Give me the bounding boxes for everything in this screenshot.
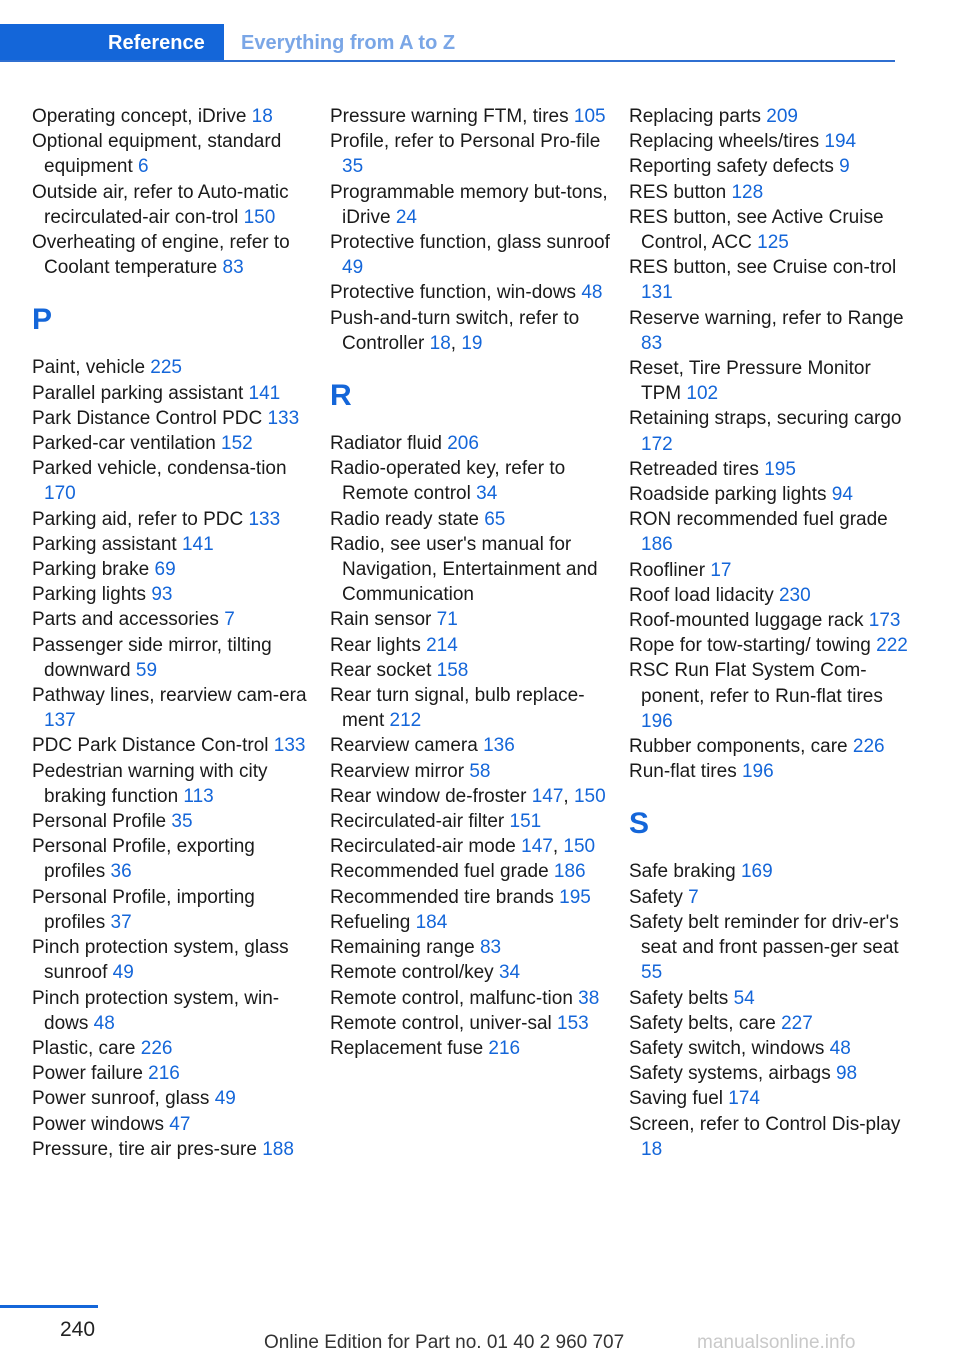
index-entry: [32, 1036, 312, 1061]
index-entry: [32, 431, 312, 456]
page-link[interactable]: 98: [835, 1063, 858, 1085]
index-term: Rear socket: [330, 659, 437, 681]
index-term: Parking aid, refer to PDC: [32, 508, 249, 530]
index-term: Roadside parking lights: [629, 484, 832, 506]
index-term: Rear lights: [330, 634, 427, 656]
chapter-tab[interactable]: Everything from A to Z: [241, 32, 456, 54]
page-link[interactable]: 128: [731, 181, 764, 203]
page-link[interactable]: 172: [641, 433, 673, 455]
index-entry: [629, 859, 909, 884]
page-link[interactable]: 147: [521, 836, 553, 858]
index-term: Rope for tow-starting/ towing: [629, 635, 877, 657]
index-entry: [629, 255, 909, 305]
index-entry: [629, 1112, 909, 1162]
index-entry: [32, 834, 312, 884]
index-term: Protective function, win-dows: [330, 282, 582, 304]
index-entry: [32, 733, 312, 758]
index-term: Park Distance Control PDC: [32, 407, 268, 429]
index-entry: [629, 986, 909, 1011]
index-term: Power windows: [32, 1113, 170, 1135]
page-link[interactable]: 105: [573, 106, 606, 127]
page-link[interactable]: 83: [479, 937, 502, 959]
page-link[interactable]: 83: [641, 332, 663, 354]
index-term: Remote control/key: [330, 962, 499, 984]
page-link[interactable]: 174: [728, 1088, 760, 1110]
index-term: Radiator fluid: [330, 433, 448, 455]
page-link[interactable]: 19: [461, 332, 483, 354]
index-term: Pinch protection system, glass sunroof: [32, 937, 289, 984]
footer: [0, 1332, 960, 1362]
page-link[interactable]: 153: [557, 1012, 589, 1034]
page-link[interactable]: 133: [267, 407, 300, 429]
page-link[interactable]: 37: [110, 911, 132, 933]
index-entry: [330, 733, 610, 758]
page-link[interactable]: 17: [710, 559, 732, 581]
page-number: 240: [60, 1318, 96, 1341]
page-link[interactable]: 137: [44, 710, 76, 732]
index-term: Safety belts, care: [629, 1012, 782, 1034]
page-link[interactable]: 147: [531, 785, 564, 807]
index-entry: [330, 180, 610, 230]
index-entry: [330, 986, 610, 1011]
index-term: Radio ready state: [330, 508, 485, 530]
index-entry: [32, 607, 312, 632]
index-entry: [629, 910, 909, 986]
page-link[interactable]: 71: [436, 609, 458, 631]
index-entry: [629, 734, 909, 759]
index-entry: [330, 759, 610, 784]
page-link[interactable]: 133: [273, 735, 306, 757]
index-term: Refueling: [330, 911, 416, 933]
index-entry: [32, 1137, 312, 1162]
page-link[interactable]: 227: [781, 1012, 813, 1034]
index-entry: [330, 607, 610, 632]
page-link[interactable]: 48: [93, 1012, 115, 1034]
index-term: Replacing parts: [629, 106, 767, 127]
index-term: Parked-car ventilation: [32, 433, 222, 455]
page-link[interactable]: 59: [135, 659, 158, 681]
index-entry: [32, 986, 312, 1036]
index-letter-heading: P: [32, 303, 53, 337]
index-term: Rear window de-froster: [330, 785, 532, 807]
index-term: Passenger side mirror, tilting downward: [32, 634, 272, 681]
index-entry: [629, 558, 909, 583]
index-term: Power failure: [32, 1063, 149, 1085]
page-link[interactable]: 131: [641, 282, 673, 304]
index-term: Overheating of engine, refer to Coolant temperature: [32, 232, 290, 279]
index-term: Pressure warning FTM, tires: [330, 106, 574, 127]
index-entry: [629, 205, 909, 255]
index-entry: [32, 381, 312, 406]
index-term: Rearview camera: [330, 735, 484, 757]
page-link[interactable]: 150: [243, 206, 276, 228]
index-entry: [629, 583, 909, 608]
index-term: Rubber components, care: [629, 736, 853, 758]
index-entry: [330, 809, 610, 834]
index-entry: [32, 355, 312, 380]
page-link[interactable]: 49: [342, 257, 364, 279]
index-entry: [32, 104, 312, 129]
index-term: Pedestrian warning with city braking function: [32, 760, 268, 807]
index-entry: [330, 456, 610, 506]
header-rule: [0, 60, 895, 62]
page-link[interactable]: 34: [498, 962, 521, 984]
watermark: manualsonline.info: [697, 1332, 856, 1353]
index-entry: [32, 633, 312, 683]
index-term: Recirculated-air filter: [330, 811, 510, 833]
page-link[interactable]: 18: [251, 106, 273, 127]
index-entry: [330, 960, 610, 985]
index-term: Retaining straps, securing cargo: [629, 408, 902, 430]
page-link[interactable]: 196: [641, 710, 673, 732]
index-term: PDC Park Distance Con-trol: [32, 735, 274, 757]
page-link[interactable]: 65: [484, 508, 506, 530]
index-term: Safety belts: [629, 987, 734, 1009]
section-tab[interactable]: Reference: [0, 24, 224, 62]
index-entry: [330, 507, 610, 532]
index-entry: [32, 180, 312, 230]
page-link[interactable]: 133: [248, 508, 281, 530]
index-term: Rear turn signal, bulb replace-ment: [330, 685, 585, 732]
page-link[interactable]: 34: [476, 483, 498, 505]
index-entry: [330, 280, 610, 305]
page-link[interactable]: 186: [641, 534, 673, 556]
index-entry: [629, 633, 909, 658]
index-term: Optional equipment, standard equipment: [32, 131, 282, 178]
index-entry: [629, 154, 909, 179]
index-term: RES button, see Active Cruise Control, ACC: [629, 206, 884, 254]
index-term: Personal Profile: [32, 811, 172, 833]
page-number-rule: [0, 1305, 98, 1308]
index-entry: [330, 1011, 610, 1036]
index-term: Programmable memory but-tons, iDrive: [330, 181, 608, 228]
index-term: RON recommended fuel grade: [629, 509, 888, 531]
index-term: Screen, refer to Control Dis-play: [629, 1113, 901, 1135]
index-term: Retreaded tires: [629, 458, 765, 480]
index-entry: [32, 759, 312, 809]
index-entry: [629, 482, 909, 507]
page-link[interactable]: 18: [641, 1138, 663, 1160]
page-link[interactable]: 55: [641, 962, 663, 984]
index-entry: [330, 633, 610, 658]
index-entry: [32, 406, 312, 431]
index-term: Personal Profile, exporting profiles: [32, 836, 255, 883]
index-term: Remote control, malfunc-tion: [330, 987, 579, 1009]
page-link[interactable]: 230: [778, 584, 811, 606]
index-entry: [629, 759, 909, 784]
index-entry: [32, 557, 312, 582]
page-link[interactable]: 18: [429, 332, 451, 354]
index-entry: [330, 885, 610, 910]
index-term: Replacement fuse: [330, 1037, 489, 1059]
index-column-1: [32, 104, 312, 1162]
page-link[interactable]: 216: [488, 1037, 521, 1059]
page-link[interactable]: 214: [426, 634, 458, 656]
index-entry: [32, 1061, 312, 1086]
index-term: Parking brake: [32, 559, 155, 581]
index-term: Roof load lidacity: [629, 584, 779, 606]
index-term: Personal Profile, importing profiles: [32, 886, 255, 933]
index-term: Replacing wheels/tires: [629, 131, 825, 153]
index-term: Reset, Tire Pressure Monitor TPM: [629, 358, 871, 405]
page-link[interactable]: 7: [688, 886, 699, 908]
page-link[interactable]: 48: [829, 1037, 851, 1059]
index-entry: Rear window de-froster 147, 150: [330, 785, 606, 807]
index-term: Safety belt reminder for driv-er's seat and front passen-ger seat: [629, 911, 899, 959]
index-entry: [32, 885, 312, 935]
index-term: Recommended fuel grade: [330, 861, 554, 883]
page-link[interactable]: 38: [578, 987, 600, 1009]
page-link[interactable]: 152: [221, 433, 253, 455]
page-link[interactable]: 49: [214, 1088, 236, 1110]
index-entry: [32, 507, 312, 532]
index-term: Pressure, tire air pres-sure: [32, 1138, 263, 1160]
index-term: Parts and accessories: [32, 609, 225, 631]
index-entry: [32, 935, 312, 985]
index-term: Rain sensor: [330, 609, 437, 631]
page-link[interactable]: 212: [389, 710, 422, 732]
page-link[interactable]: 196: [741, 761, 774, 783]
index-entry: [330, 104, 610, 129]
page-link[interactable]: 24: [395, 206, 417, 228]
page-link[interactable]: 94: [831, 484, 853, 506]
index-entry: [629, 507, 909, 557]
index-term: Parked vehicle, condensa-tion: [32, 458, 287, 480]
index-entry: [629, 885, 909, 910]
page-link[interactable]: 136: [483, 735, 515, 757]
footer-edition: Online Edition for Part no. 01 40 2 960 707: [264, 1332, 625, 1353]
index-entry: [32, 582, 312, 607]
index-entry: [32, 532, 312, 557]
page-link[interactable]: 170: [44, 483, 76, 505]
index-entry: [330, 910, 610, 935]
page-link[interactable]: 141: [181, 533, 214, 555]
page-link[interactable]: 195: [764, 458, 796, 480]
index-term: Plastic, care: [32, 1037, 141, 1059]
index-term: Parking lights: [32, 584, 152, 606]
page-link[interactable]: 195: [559, 886, 591, 908]
page-link[interactable]: 36: [110, 861, 132, 883]
page-link[interactable]: 169: [740, 861, 773, 883]
page-link[interactable]: 6: [138, 156, 149, 178]
index-term: Outside air, refer to Auto-matic recirculated-air con-trol: [32, 181, 289, 228]
index-entry: [629, 129, 909, 154]
page-link[interactable]: 173: [868, 610, 901, 632]
page-link[interactable]: 69: [154, 559, 176, 581]
page-link[interactable]: 222: [876, 635, 908, 657]
index-entry: [629, 356, 909, 406]
page-link[interactable]: 194: [824, 131, 857, 153]
index-term: Radio-operated key, refer to Remote control: [330, 458, 566, 505]
index-term: Roof-mounted luggage rack: [629, 610, 869, 632]
page-link[interactable]: 209: [766, 106, 798, 127]
index-term: Safe braking: [629, 861, 741, 883]
page-link[interactable]: 58: [469, 760, 491, 782]
index-term: Saving fuel: [629, 1088, 729, 1110]
index-term: Reporting safety defects: [629, 156, 840, 178]
index-term: RES button, see Cruise con-trol: [629, 257, 897, 279]
index-entry: [629, 1086, 909, 1111]
page-link[interactable]: 7: [224, 609, 235, 631]
index-entry: [629, 1061, 909, 1086]
index-entry: [629, 608, 909, 633]
index-term: Power sunroof, glass: [32, 1088, 215, 1110]
index-entry: [629, 104, 909, 129]
index-term: Paint, vehicle: [32, 357, 151, 379]
index-entry: [629, 457, 909, 482]
index-entry: [32, 129, 312, 179]
page-link[interactable]: 49: [112, 962, 134, 984]
page-link[interactable]: 184: [415, 911, 448, 933]
index-entry: [32, 683, 312, 733]
page-link[interactable]: 158: [436, 659, 469, 681]
index-term: Parking assistant: [32, 533, 182, 555]
index-entry: [330, 683, 610, 733]
index-term: Rearview mirror: [330, 760, 470, 782]
page-link[interactable]: 225: [150, 357, 182, 379]
index-entry: [330, 532, 610, 608]
page-link[interactable]: 150: [563, 836, 596, 858]
page-link[interactable]: 125: [757, 232, 789, 254]
page-link[interactable]: 186: [553, 861, 586, 883]
index-term: Safety: [629, 886, 689, 908]
index-term: Safety systems, airbags: [629, 1063, 836, 1085]
index-entry: [32, 230, 312, 280]
page-link[interactable]: 9: [839, 156, 850, 178]
index-entry: [32, 809, 312, 834]
page-link[interactable]: 48: [581, 282, 603, 304]
index-term: Reserve warning, refer to Range: [629, 307, 904, 329]
index-term: Radio, see user's manual for Navigation, Entertainment and Communication: [330, 533, 598, 606]
index-term: Recirculated-air mode: [330, 836, 522, 858]
page-link[interactable]: 54: [733, 987, 755, 1009]
page-link[interactable]: 151: [509, 811, 542, 833]
index-term: Operating concept, iDrive: [32, 106, 252, 127]
index-entry: [32, 1086, 312, 1111]
index-term: Push-and-turn switch, refer to Controller: [330, 307, 580, 354]
index-term: Roofliner: [629, 559, 711, 581]
page-link[interactable]: 206: [447, 433, 479, 455]
page-link[interactable]: 188: [262, 1138, 294, 1160]
page-header: [0, 24, 895, 62]
index-entry: [330, 935, 610, 960]
index-entry: [330, 431, 610, 456]
index-entry: [629, 306, 909, 356]
page-link[interactable]: 113: [183, 785, 214, 807]
index-entry: [32, 456, 312, 506]
index-entry: Push-and-turn switch, refer to Controller 18, 19: [330, 307, 580, 354]
page-link[interactable]: 35: [342, 156, 364, 178]
index-term: Pathway lines, rearview cam-era: [32, 685, 307, 707]
page-link[interactable]: 83: [222, 257, 244, 279]
index-term: Pinch protection system, win-dows: [32, 987, 280, 1034]
index-term: RES button: [629, 181, 732, 203]
page-link[interactable]: 141: [248, 382, 281, 404]
index-entry: [629, 658, 909, 734]
page-link[interactable]: 47: [169, 1113, 191, 1135]
page-link[interactable]: 102: [686, 383, 719, 405]
index-entry: Recirculated-air mode 147, 150: [330, 836, 596, 858]
index-term: Recommended tire brands: [330, 886, 560, 908]
index-entry: [330, 859, 610, 884]
index-entry: [32, 1112, 312, 1137]
index-term: Remaining range: [330, 937, 480, 959]
index-entry: [330, 1036, 610, 1061]
index-term: Profile, refer to Personal Pro-file: [330, 131, 601, 153]
index-column-3: [629, 104, 909, 1162]
page-link[interactable]: 93: [151, 584, 173, 606]
index-letter-heading: S: [629, 807, 650, 841]
page-link[interactable]: 226: [140, 1037, 173, 1059]
index-entry: [330, 658, 610, 683]
page-link[interactable]: 226: [852, 736, 885, 758]
index-entry: [330, 129, 610, 179]
page-link[interactable]: 150: [573, 785, 606, 807]
index-term: RSC Run Flat System Com-ponent, refer to Run-flat tires: [629, 660, 883, 707]
index-entry: [629, 1036, 909, 1061]
page-link[interactable]: 35: [171, 811, 193, 833]
index-term: Safety switch, windows: [629, 1037, 830, 1059]
index-term: Protective function, glass sunroof: [330, 232, 610, 254]
index-entry: [629, 1011, 909, 1036]
page-link[interactable]: 216: [148, 1063, 180, 1085]
index-entry: [629, 180, 909, 205]
index-term: Run-flat tires: [629, 761, 742, 783]
index-letter-heading: R: [330, 379, 352, 413]
index-entry: [330, 230, 610, 280]
index-term: Parallel parking assistant: [32, 382, 249, 404]
index-entry: [629, 406, 909, 456]
index-term: Remote control, univer-sal: [330, 1012, 558, 1034]
index-column-2: [330, 104, 610, 1061]
